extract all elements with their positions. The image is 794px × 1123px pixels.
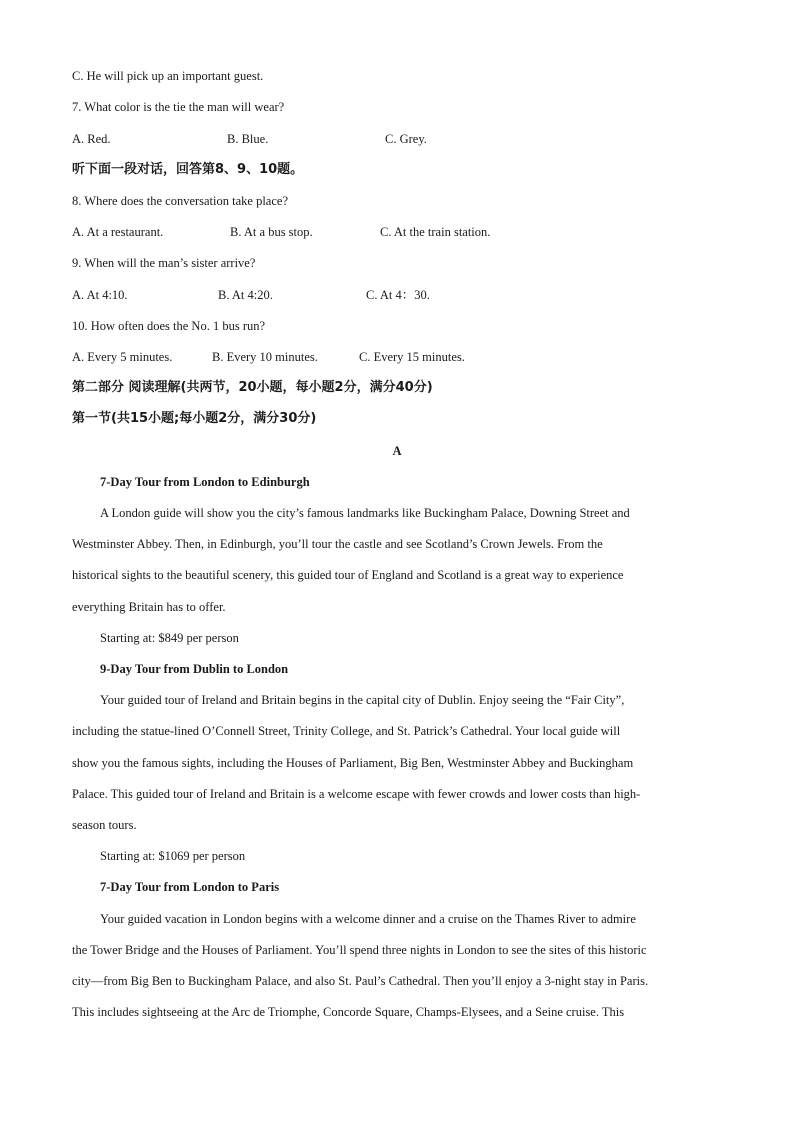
q8-option-a: A. At a restaurant.: [72, 225, 164, 239]
tour2-line: Palace. This guided tour of Ireland and Britain is a welcome escape with fewer crowds and lower costs than high-: [72, 787, 641, 801]
tour2-line: Your guided tour of Ireland and Britain begins in the capital city of Dublin. Enjoy seeing the “Fair City”,: [100, 693, 625, 707]
tour2-title: 9-Day Tour from Dublin to London: [100, 662, 289, 676]
tour1-price: Starting at: $849 per person: [100, 631, 239, 645]
q7-option-a: A. Red.: [72, 132, 111, 146]
q9-option-a: A. At 4:10.: [72, 288, 128, 302]
tour3-line: the Tower Bridge and the Houses of Parliament. You’ll spend three nights in London to see the sites of this historic: [72, 943, 647, 957]
q10-option-c: C. Every 15 minutes.: [359, 350, 465, 364]
q8-question: 8. Where does the conversation take place?: [72, 194, 288, 208]
q8-option-c: C. At the train station.: [380, 225, 491, 239]
q10-option-b: B. Every 10 minutes.: [212, 350, 318, 364]
tour3-line: Your guided vacation in London begins with a welcome dinner and a cruise on the Thames River to admire: [100, 912, 636, 926]
q7-question: 7. What color is the tie the man will wear?: [72, 100, 285, 114]
tour1-line: A London guide will show you the city’s famous landmarks like Buckingham Palace, Downing Street and: [100, 506, 630, 520]
reading-part-title: 第二部分 阅读理解(共两节，20小题，每小题2分，满分40分): [72, 380, 433, 395]
q7-option-b: B. Blue.: [227, 132, 269, 146]
q9-option-c: C. At 4：30.: [366, 288, 430, 302]
q9-question: 9. When will the man’s sister arrive?: [72, 256, 256, 270]
tour1-line: historical sights to the beautiful scenery, this guided tour of England and Scotland is a great way to experience: [72, 568, 624, 582]
tour3-title: 7-Day Tour from London to Paris: [100, 880, 280, 894]
q9-option-b: B. At 4:20.: [218, 288, 273, 302]
q7-option-c: C. Grey.: [385, 132, 427, 146]
tour2-line: season tours.: [72, 818, 137, 832]
q6-option-c: C. He will pick up an important guest.: [72, 69, 264, 83]
q10-question: 10. How often does the No. 1 bus run?: [72, 319, 266, 333]
tour2-price: Starting at: $1069 per person: [100, 849, 246, 863]
passage-label: A: [392, 444, 402, 458]
q8-option-b: B. At a bus stop.: [230, 225, 313, 239]
tour1-line: everything Britain has to offer.: [72, 600, 226, 614]
tour3-line: city—from Big Ben to Buckingham Palace, and also St. Paul’s Cathedral. Then you’ll enjoy a 3-night stay in Paris.: [72, 974, 649, 988]
listening-section-instruction: 听下面一段对话，回答第8、9、10题。: [72, 162, 304, 177]
tour2-line: including the statue-lined O’Connell Street, Trinity College, and St. Patrick’s Cathedral. Your local guide will: [72, 724, 621, 738]
tour1-line: Westminster Abbey. Then, in Edinburgh, you’ll tour the castle and see Scotland’s Crown Jewels. From the: [72, 537, 603, 551]
tour1-title: 7-Day Tour from London to Edinburgh: [100, 475, 310, 489]
tour2-line: show you the famous sights, including the Houses of Parliament, Big Ben, Westminster Abbey and Buckingham: [72, 756, 634, 770]
reading-section-title: 第一节(共15小题;每小题2分，满分30分): [72, 411, 317, 426]
tour3-line: This includes sightseeing at the Arc de Triomphe, Concorde Square, Champs-Elysees, and a Seine cruise. This: [72, 1005, 625, 1019]
q10-option-a: A. Every 5 minutes.: [72, 350, 173, 364]
